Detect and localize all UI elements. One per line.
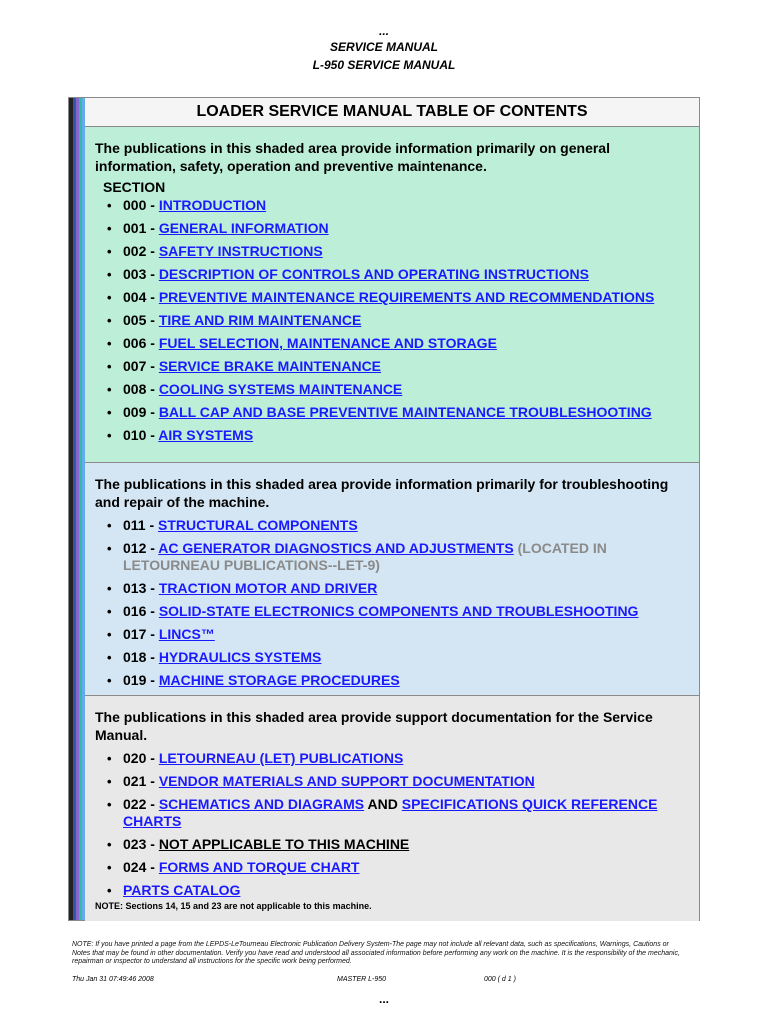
link-introduction[interactable]: INTRODUCTION: [158, 197, 267, 213]
list-item: [95, 266, 691, 283]
section-number: 005 -: [123, 312, 159, 328]
section2-intro: The publications in this shaded area provide information primarily for troubleshooting and repair of the machine.: [95, 476, 669, 510]
link-specifications-quick-reference[interactable]: SPECIFICATIONS QUICK REFERENCE CHARTS: [123, 796, 658, 829]
header-service-manual: SERVICE MANUAL: [329, 40, 438, 54]
list-item: [95, 243, 691, 260]
footer-ellipsis: ...: [378, 992, 389, 1006]
list-item: [95, 773, 691, 790]
link-forms-and-torque-chart[interactable]: FORMS AND TORQUE CHART: [158, 859, 360, 875]
section-number: 012 -: [123, 540, 159, 556]
section-number: 011 -: [123, 517, 159, 533]
list-item: [95, 626, 691, 643]
sidebar-stripes: [69, 98, 85, 920]
link-machine-storage[interactable]: MACHINE STORAGE PROCEDURES: [158, 672, 400, 688]
list-item: [95, 796, 691, 830]
toc-content: [85, 98, 699, 920]
section-number: 004 -: [123, 289, 159, 305]
section-number: 002 -: [123, 243, 159, 259]
section-number: 003 -: [123, 266, 159, 282]
not-applicable-text: NOT APPLICABLE TO THIS MACHINE: [158, 836, 410, 852]
section-number: 000 -: [123, 197, 159, 213]
list-item: [95, 220, 691, 237]
link-service-brake[interactable]: SERVICE BRAKE MAINTENANCE: [158, 358, 382, 374]
footer-master: MASTER L-950: [337, 976, 387, 983]
section3-intro: The publications in this shaded area provide support documentation for the Service Manual.: [95, 709, 653, 743]
section-general-info: [85, 127, 699, 463]
header-l950-service-manual: L-950 SERVICE MANUAL: [312, 58, 456, 72]
link-description-of-controls[interactable]: DESCRIPTION OF CONTROLS AND OPERATING INSTRUCTIONS: [158, 266, 589, 282]
section-number: 017 -: [123, 626, 159, 642]
section-number: 007 -: [123, 358, 159, 374]
footer-disclaimer: NOTE: If you have printed a page from the LEPDS-LeTourneau Electronic Publication Delivery System-The page may not include all relevant data, such as specifications, Warnings, Cautions or Notes that may be found in other documentation. Verify you have read and understood all associated information before performing any work on the machine. It is the responsibility of the mechanic, repairman or inspector to understand all instructions for the specific work being performed.: [72, 941, 680, 965]
section1-intro: The publications in this shaded area provide information primarily on general information, safety, operation and preventive maintenance.: [95, 140, 610, 174]
link-parts-catalog[interactable]: PARTS CATALOG: [123, 882, 241, 898]
section-number: 019 -: [123, 672, 159, 688]
link-structural-components[interactable]: STRUCTURAL COMPONENTS: [158, 517, 358, 533]
section-number: 024 -: [123, 859, 159, 875]
list-item: [95, 540, 691, 574]
list-item: [95, 427, 691, 444]
list-item: [95, 517, 691, 534]
link-general-information[interactable]: GENERAL INFORMATION: [158, 220, 329, 236]
list-item: [95, 859, 691, 876]
footer-date: Thu Jan 31 07:49:46 2008: [72, 976, 154, 983]
located-in-note: (LOCATED IN LETOURNEAU PUBLICATIONS--LET-9): [123, 540, 607, 573]
list-item: [95, 197, 691, 214]
section-support-docs: [85, 696, 699, 921]
list-item: [95, 312, 691, 329]
link-solid-state-electronics[interactable]: SOLID-STATE ELECTRONICS COMPONENTS AND TROUBLESHOOTING: [158, 603, 639, 619]
list-item: [95, 750, 691, 767]
header-ellipsis: ...: [378, 24, 389, 38]
section-number: 021 -: [123, 773, 159, 789]
link-letourneau-publications[interactable]: LETOURNEAU (LET) PUBLICATIONS: [158, 750, 404, 766]
list-item: [95, 580, 691, 597]
list-item: [95, 882, 691, 899]
section-number: 013 -: [123, 580, 159, 596]
section-troubleshooting: [85, 463, 699, 696]
link-preventive-maintenance[interactable]: PREVENTIVE MAINTENANCE REQUIREMENTS AND RECOMMENDATIONS: [158, 289, 655, 305]
link-cooling-systems[interactable]: COOLING SYSTEMS MAINTENANCE: [158, 381, 403, 397]
section1-list: [95, 197, 691, 444]
section-label: SECTION: [103, 179, 166, 195]
list-item: [95, 649, 691, 666]
list-item: [95, 335, 691, 352]
footer-page-number: 000 ( d 1 ): [484, 976, 516, 983]
section-number: 010 -: [123, 427, 159, 443]
link-hydraulics-systems[interactable]: HYDRAULICS SYSTEMS: [158, 649, 322, 665]
list-item: [95, 358, 691, 375]
section-number: 023 -: [123, 836, 159, 852]
section-number: 001 -: [123, 220, 159, 236]
section-number: 008 -: [123, 381, 159, 397]
list-item: [95, 836, 691, 853]
link-ac-generator[interactable]: AC GENERATOR DIAGNOSTICS AND ADJUSTMENTS: [158, 540, 514, 556]
list-item: [95, 404, 691, 421]
section-number: 022 -: [123, 796, 159, 812]
section3-list: [95, 750, 691, 899]
link-schematics-and-diagrams[interactable]: SCHEMATICS AND DIAGRAMS: [158, 796, 365, 812]
section-number: 006 -: [123, 335, 159, 351]
toc-box: [68, 97, 700, 921]
section-number: 009 -: [123, 404, 159, 420]
list-item: [95, 672, 691, 689]
list-item: [95, 603, 691, 620]
link-air-systems[interactable]: AIR SYSTEMS: [158, 427, 254, 443]
sections-note: NOTE: Sections 14, 15 and 23 are not applicable to this machine.: [95, 901, 372, 911]
section2-list: [95, 517, 691, 689]
link-fuel-selection[interactable]: FUEL SELECTION, MAINTENANCE AND STORAGE: [158, 335, 497, 351]
section-number: 020 -: [123, 750, 159, 766]
link-ball-cap[interactable]: BALL CAP AND BASE PREVENTIVE MAINTENANCE TROUBLESHOOTING: [158, 404, 652, 420]
section-number: 018 -: [123, 649, 159, 665]
list-item: [95, 381, 691, 398]
link-vendor-materials[interactable]: VENDOR MATERIALS AND SUPPORT DOCUMENTATION: [158, 773, 535, 789]
toc-title: LOADER SERVICE MANUAL TABLE OF CONTENTS: [85, 98, 699, 127]
and-text: AND: [364, 796, 402, 812]
link-tire-and-rim[interactable]: TIRE AND RIM MAINTENANCE: [158, 312, 362, 328]
link-safety-instructions[interactable]: SAFETY INSTRUCTIONS: [158, 243, 323, 259]
list-item: [95, 289, 691, 306]
link-traction-motor[interactable]: TRACTION MOTOR AND DRIVER: [158, 580, 378, 596]
link-lincs[interactable]: LINCS™: [158, 626, 215, 642]
section-number: 016 -: [123, 603, 159, 619]
